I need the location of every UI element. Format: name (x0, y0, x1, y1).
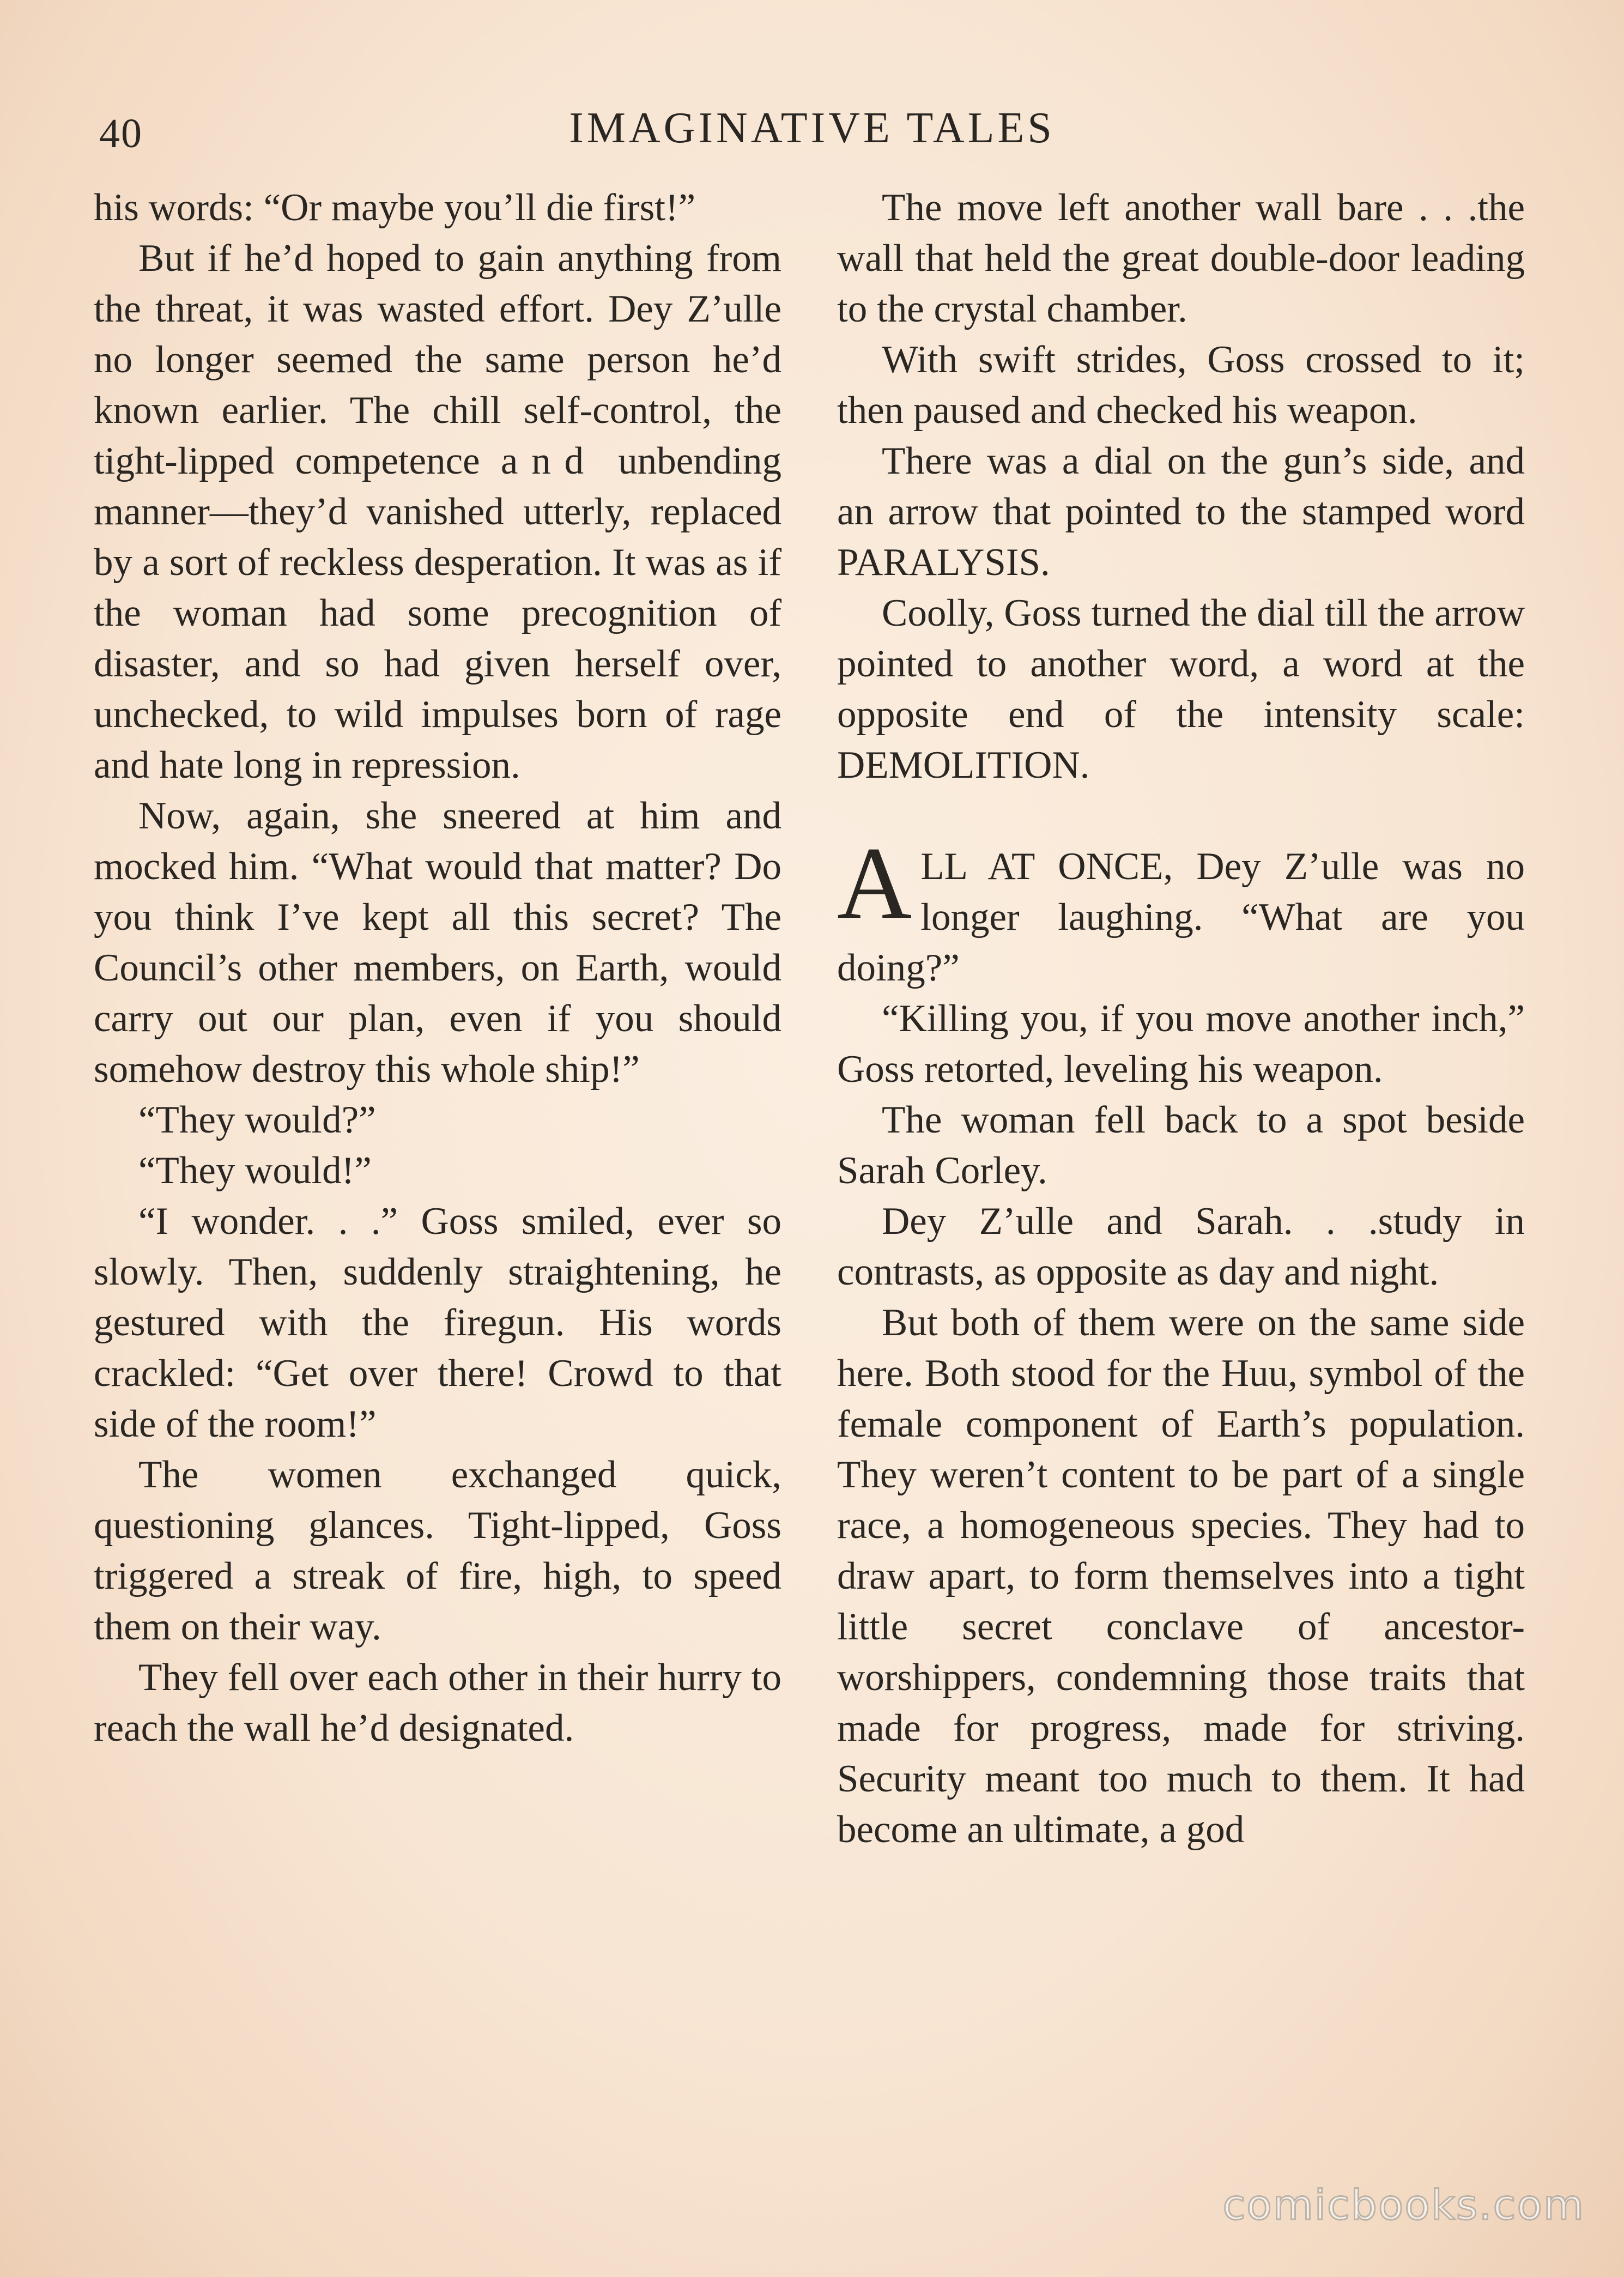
paragraph: “Killing you, if you move another inch,” Goss retorted, leveling his weapon. (837, 997, 1525, 1091)
paragraph: They fell over each other in their hurry to reach the wall he’d designated. (94, 1656, 781, 1749)
paragraph: But both of them were on the same side here. Both stood for the Huu, symbol of the female component of Earth’s population. They weren’t content to be part of a single race, a homogeneous species. They had to draw apart, to form themselves into a tight little secret conclave of ancestor-worshippers, condemning those traits that made for progress, made for striving. Security meant too much to them. It had become an ultimate, a god (837, 1301, 1525, 1851)
page-header (93, 104, 1531, 163)
paragraph: Coolly, Goss turned the dial till the arrow pointed to another word, a word at the opposite end of the intensity scale: DEMOLITION. (837, 592, 1525, 786)
drop-cap: A (837, 826, 912, 941)
paragraph: The woman fell back to a spot beside Sarah Corley. (837, 1099, 1525, 1192)
section-break (837, 791, 1525, 841)
spaced-word: and (500, 440, 597, 482)
running-title: IMAGINATIVE TALES (569, 104, 1055, 152)
paragraph-with-dropcap (837, 826, 1525, 994)
page-number: 40 (99, 111, 143, 156)
paragraph-text: unbending manner—they’d vanished utterly, replaced by a sort of reckless desperation. It was as if the woman had some precognition of disaster, and so had given herself over, unchecked, to wild impulses born of rage and hate long in repression. (94, 440, 781, 786)
paragraph: With swift strides, Goss crossed to it; then paused and checked his weapon. (837, 338, 1525, 432)
paragraph: Now, again, she sneered at him and mocked him. “What would that matter? Do you think I’ve kept all this secret? The Council’s other members, on Earth, would carry out our plan, even if you should somehow destroy this whole ship!” (94, 795, 781, 1091)
paragraph-text: LL AT ONCE, Dey Z’ulle was no longer laughing. “What are you doing?” (837, 845, 1525, 989)
left-column (94, 183, 781, 1754)
paragraph: The move left another wall bare . . .the wall that held the great double-door leading to the crystal chamber. (837, 186, 1525, 330)
paragraph: “I wonder. . .” Goss smiled, ever so slowly. Then, suddenly straightening, he gestured with the firegun. His words crackled: “Get over there! Crowd to that side of the room!” (94, 1200, 781, 1445)
watermark: comicbooks.com (1222, 2181, 1585, 2229)
paragraph: There was a dial on the gun’s side, and an arrow that pointed to the stamped word PARALYSIS. (837, 440, 1525, 584)
paragraph: “They would!” (138, 1149, 372, 1192)
paragraph: Dey Z’ulle and Sarah. . .study in contrasts, as opposite as day and night. (837, 1200, 1525, 1293)
paragraph: his words: “Or maybe you’ll die first!” (94, 186, 696, 229)
paragraph: “They would?” (138, 1099, 376, 1141)
paragraph: The women exchanged quick, questioning glances. Tight-lipped, Goss triggered a streak of fire, high, to speed them on their way. (94, 1454, 781, 1648)
paragraph (94, 233, 781, 791)
paragraph-text: But if he’d hoped to gain anything from the threat, it was wasted effort. Dey Z’ulle no longer seemed the same person he’d known earlier. The chill self-control, the tight-lipped competence (94, 237, 781, 482)
right-column (837, 183, 1525, 1855)
